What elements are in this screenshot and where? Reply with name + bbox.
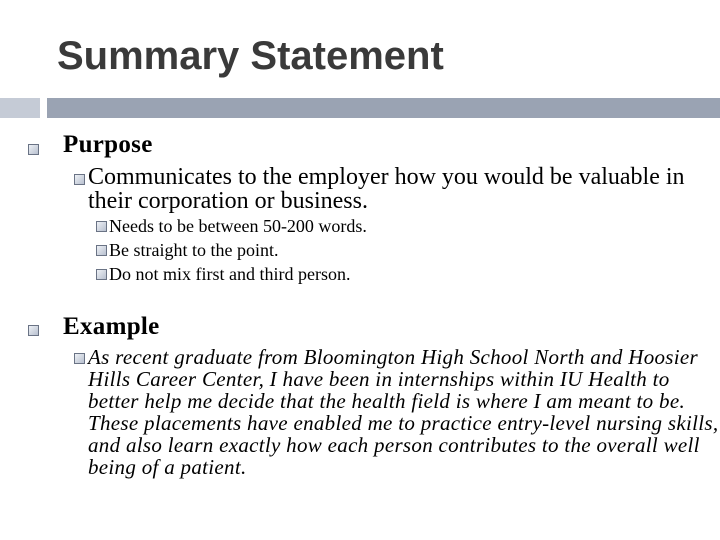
- slide-title: Summary Statement: [57, 34, 444, 78]
- title-bar-left: [0, 98, 40, 118]
- example-text: As recent graduate from Bloomington High School North and Hoosier Hills Career Center, I have been in internships within IU Health to better help me decide that the health field is where I am meant to be. These placements have enabled me to practice entry-level nursing skills, and also learn exactly how each person contributes to the overall well being of a patient.: [88, 345, 719, 479]
- square-bullet-icon: [74, 353, 85, 364]
- example-heading: Example: [63, 313, 160, 340]
- square-bullet-icon: [96, 245, 107, 256]
- title-bar-right: [47, 98, 720, 118]
- square-bullet-icon: [96, 269, 107, 280]
- purpose-description: Communicates to the employer how you would be valuable in their corporation or business.: [88, 164, 685, 214]
- purpose-tip: Do not mix first and third person.: [109, 264, 351, 284]
- square-bullet-icon: [28, 325, 39, 336]
- purpose-tip: Be straight to the point.: [109, 240, 279, 260]
- square-bullet-icon: [28, 144, 39, 155]
- square-bullet-icon: [74, 174, 85, 185]
- square-bullet-icon: [96, 221, 107, 232]
- purpose-heading: Purpose: [63, 131, 153, 158]
- purpose-tip: Needs to be between 50-200 words.: [109, 216, 367, 236]
